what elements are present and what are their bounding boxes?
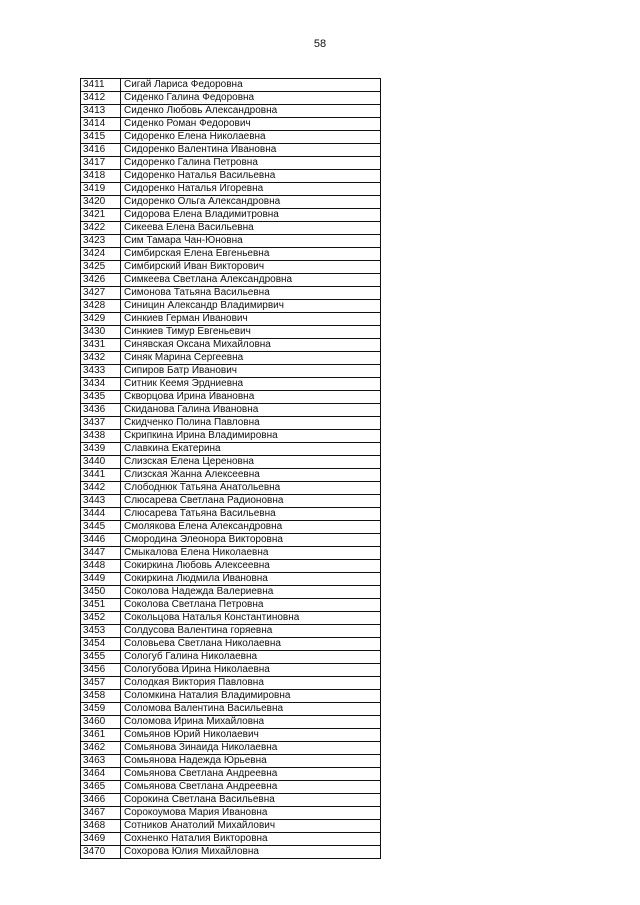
row-number: 3462 xyxy=(81,742,121,755)
row-number: 3413 xyxy=(81,105,121,118)
person-name: Сикеева Елена Васильевна xyxy=(121,222,381,235)
table-row xyxy=(81,690,381,703)
table-row xyxy=(81,729,381,742)
table-row xyxy=(81,508,381,521)
person-name: Сиденко Галина Федоровна xyxy=(121,92,381,105)
row-number: 3419 xyxy=(81,183,121,196)
person-name: Соломкина Наталия Владимировна xyxy=(121,690,381,703)
person-name: Синицин Александр Владимирвич xyxy=(121,300,381,313)
person-name: Сохненко Наталия Викторовна xyxy=(121,833,381,846)
person-name: Смородина Элеонора Викторовна xyxy=(121,534,381,547)
row-number: 3468 xyxy=(81,820,121,833)
row-number: 3449 xyxy=(81,573,121,586)
table-row xyxy=(81,820,381,833)
person-name: Смыкалова Елена Николаевна xyxy=(121,547,381,560)
row-number: 3459 xyxy=(81,703,121,716)
table-row xyxy=(81,365,381,378)
person-name: Сокольцова Наталья Константиновна xyxy=(121,612,381,625)
row-number: 3447 xyxy=(81,547,121,560)
person-name: Сим Тамара Чан-Юновна xyxy=(121,235,381,248)
table-row xyxy=(81,378,381,391)
roster-body xyxy=(81,79,381,859)
table-row xyxy=(81,261,381,274)
person-name: Солодкая Виктория Павловна xyxy=(121,677,381,690)
row-number: 3428 xyxy=(81,300,121,313)
person-name: Соловьева Светлана Николаевна xyxy=(121,638,381,651)
person-name: Сипиров Батр Иванович xyxy=(121,365,381,378)
person-name: Сиденко Роман Федорович xyxy=(121,118,381,131)
person-name: Сидоренко Галина Петровна xyxy=(121,157,381,170)
row-number: 3439 xyxy=(81,443,121,456)
table-row xyxy=(81,235,381,248)
person-name: Сидоренко Наталья Васильевна xyxy=(121,170,381,183)
person-name: Скворцова Ирина Ивановна xyxy=(121,391,381,404)
table-row xyxy=(81,443,381,456)
person-name: Сидоренко Елена Николаевна xyxy=(121,131,381,144)
table-row xyxy=(81,313,381,326)
person-name: Сотников Анатолий Михайлович xyxy=(121,820,381,833)
table-row xyxy=(81,755,381,768)
table-row xyxy=(81,534,381,547)
person-name: Сидоренко Валентина Ивановна xyxy=(121,144,381,157)
person-name: Смолякова Елена Александровна xyxy=(121,521,381,534)
row-number: 3440 xyxy=(81,456,121,469)
person-name: Синкиев Тимур Евгеньевич xyxy=(121,326,381,339)
table-row xyxy=(81,599,381,612)
table-row xyxy=(81,547,381,560)
person-name: Скиданова Галина Ивановна xyxy=(121,404,381,417)
row-number: 3429 xyxy=(81,313,121,326)
table-row xyxy=(81,586,381,599)
person-name: Соломова Валентина Васильевна xyxy=(121,703,381,716)
row-number: 3435 xyxy=(81,391,121,404)
row-number: 3421 xyxy=(81,209,121,222)
table-row xyxy=(81,391,381,404)
table-row xyxy=(81,404,381,417)
table-row xyxy=(81,131,381,144)
table-row xyxy=(81,196,381,209)
row-number: 3423 xyxy=(81,235,121,248)
table-row xyxy=(81,612,381,625)
table-row xyxy=(81,573,381,586)
row-number: 3469 xyxy=(81,833,121,846)
row-number: 3427 xyxy=(81,287,121,300)
table-row xyxy=(81,430,381,443)
row-number: 3425 xyxy=(81,261,121,274)
row-number: 3436 xyxy=(81,404,121,417)
table-row xyxy=(81,521,381,534)
person-name: Сидоренко Наталья Игоревна xyxy=(121,183,381,196)
person-name: Сомьянов Юрий Николаевич xyxy=(121,729,381,742)
table-row xyxy=(81,417,381,430)
table-row xyxy=(81,625,381,638)
roster-table xyxy=(80,78,381,859)
table-row xyxy=(81,352,381,365)
person-name: Симонова Татьяна Васильевна xyxy=(121,287,381,300)
person-name: Симбирский Иван Викторович xyxy=(121,261,381,274)
row-number: 3422 xyxy=(81,222,121,235)
table-row xyxy=(81,326,381,339)
row-number: 3415 xyxy=(81,131,121,144)
table-row xyxy=(81,794,381,807)
person-name: Сомьянова Зинаида Николаевна xyxy=(121,742,381,755)
row-number: 3416 xyxy=(81,144,121,157)
row-number: 3463 xyxy=(81,755,121,768)
row-number: 3441 xyxy=(81,469,121,482)
row-number: 3445 xyxy=(81,521,121,534)
page-number: 58 xyxy=(313,38,327,50)
person-name: Сигай Лариса Федоровна xyxy=(121,79,381,92)
person-name: Сорокоумова Мария Ивановна xyxy=(121,807,381,820)
row-number: 3444 xyxy=(81,508,121,521)
person-name: Слюсарева Татьяна Васильевна xyxy=(121,508,381,521)
row-number: 3411 xyxy=(81,79,121,92)
row-number: 3456 xyxy=(81,664,121,677)
table-row xyxy=(81,118,381,131)
row-number: 3430 xyxy=(81,326,121,339)
table-row xyxy=(81,781,381,794)
row-number: 3454 xyxy=(81,638,121,651)
table-row xyxy=(81,339,381,352)
person-name: Слюсарева Светлана Радионовна xyxy=(121,495,381,508)
table-row xyxy=(81,677,381,690)
person-name: Скидченко Полина Павловна xyxy=(121,417,381,430)
table-row xyxy=(81,274,381,287)
table-row xyxy=(81,833,381,846)
person-name: Сомьянова Светлана Андреевна xyxy=(121,768,381,781)
table-row xyxy=(81,183,381,196)
person-name: Синяк Марина Сергеевна xyxy=(121,352,381,365)
row-number: 3433 xyxy=(81,365,121,378)
table-row xyxy=(81,638,381,651)
person-name: Соколова Светлана Петровна xyxy=(121,599,381,612)
row-number: 3443 xyxy=(81,495,121,508)
person-name: Сокиркина Людмила Ивановна xyxy=(121,573,381,586)
row-number: 3460 xyxy=(81,716,121,729)
row-number: 3465 xyxy=(81,781,121,794)
row-number: 3448 xyxy=(81,560,121,573)
person-name: Сологубова Ирина Николаевна xyxy=(121,664,381,677)
table-row xyxy=(81,456,381,469)
row-number: 3467 xyxy=(81,807,121,820)
row-number: 3420 xyxy=(81,196,121,209)
row-number: 3452 xyxy=(81,612,121,625)
person-name: Синявская Оксана Михайловна xyxy=(121,339,381,352)
table-row xyxy=(81,560,381,573)
row-number: 3437 xyxy=(81,417,121,430)
table-row xyxy=(81,768,381,781)
row-number: 3470 xyxy=(81,846,121,859)
person-name: Сидоренко Ольга Александровна xyxy=(121,196,381,209)
row-number: 3466 xyxy=(81,794,121,807)
person-name: Симбирская Елена Евгеньевна xyxy=(121,248,381,261)
person-name: Слизская Жанна Алексеевна xyxy=(121,469,381,482)
table-row xyxy=(81,807,381,820)
person-name: Скрипкина Ирина Владимировна xyxy=(121,430,381,443)
table-row xyxy=(81,287,381,300)
table-row xyxy=(81,105,381,118)
table-row xyxy=(81,703,381,716)
table-row xyxy=(81,469,381,482)
row-number: 3458 xyxy=(81,690,121,703)
row-number: 3434 xyxy=(81,378,121,391)
table-row xyxy=(81,144,381,157)
person-name: Сокиркина Любовь Алексеевна xyxy=(121,560,381,573)
table-row xyxy=(81,248,381,261)
table-row xyxy=(81,742,381,755)
row-number: 3412 xyxy=(81,92,121,105)
table-row xyxy=(81,846,381,859)
row-number: 3424 xyxy=(81,248,121,261)
row-number: 3442 xyxy=(81,482,121,495)
table-row xyxy=(81,170,381,183)
person-name: Слизская Елена Цереновна xyxy=(121,456,381,469)
row-number: 3451 xyxy=(81,599,121,612)
row-number: 3432 xyxy=(81,352,121,365)
row-number: 3418 xyxy=(81,170,121,183)
person-name: Ситник Кеемя Эрдниевна xyxy=(121,378,381,391)
person-name: Сологуб Галина Николаевна xyxy=(121,651,381,664)
person-name: Солдусова Валентина горяевна xyxy=(121,625,381,638)
table-row xyxy=(81,222,381,235)
person-name: Соколова Надежда Валериевна xyxy=(121,586,381,599)
row-number: 3438 xyxy=(81,430,121,443)
row-number: 3461 xyxy=(81,729,121,742)
table-row xyxy=(81,716,381,729)
row-number: 3446 xyxy=(81,534,121,547)
person-name: Соломова Ирина Михайловна xyxy=(121,716,381,729)
person-name: Сомьянова Надежда Юрьевна xyxy=(121,755,381,768)
person-name: Сохорова Юлия Михайловна xyxy=(121,846,381,859)
row-number: 3426 xyxy=(81,274,121,287)
table-row xyxy=(81,651,381,664)
row-number: 3455 xyxy=(81,651,121,664)
row-number: 3417 xyxy=(81,157,121,170)
table-row xyxy=(81,157,381,170)
row-number: 3431 xyxy=(81,339,121,352)
row-number: 3453 xyxy=(81,625,121,638)
table-row xyxy=(81,92,381,105)
person-name: Сомьянова Светлана Андреевна xyxy=(121,781,381,794)
person-name: Синкиев Герман Иванович xyxy=(121,313,381,326)
table-row xyxy=(81,495,381,508)
person-name: Сорокина Светлана Васильевна xyxy=(121,794,381,807)
table-row xyxy=(81,482,381,495)
row-number: 3450 xyxy=(81,586,121,599)
person-name: Симкеева Светлана Александровна xyxy=(121,274,381,287)
row-number: 3414 xyxy=(81,118,121,131)
table-row xyxy=(81,300,381,313)
person-name: Сиденко Любовь Александровна xyxy=(121,105,381,118)
person-name: Сидорова Елена Владимитровна xyxy=(121,209,381,222)
table-row xyxy=(81,664,381,677)
person-name: Слободнюк Татьяна Анатольевна xyxy=(121,482,381,495)
table-row xyxy=(81,209,381,222)
table-row xyxy=(81,79,381,92)
row-number: 3464 xyxy=(81,768,121,781)
person-name: Славкина Екатерина xyxy=(121,443,381,456)
row-number: 3457 xyxy=(81,677,121,690)
